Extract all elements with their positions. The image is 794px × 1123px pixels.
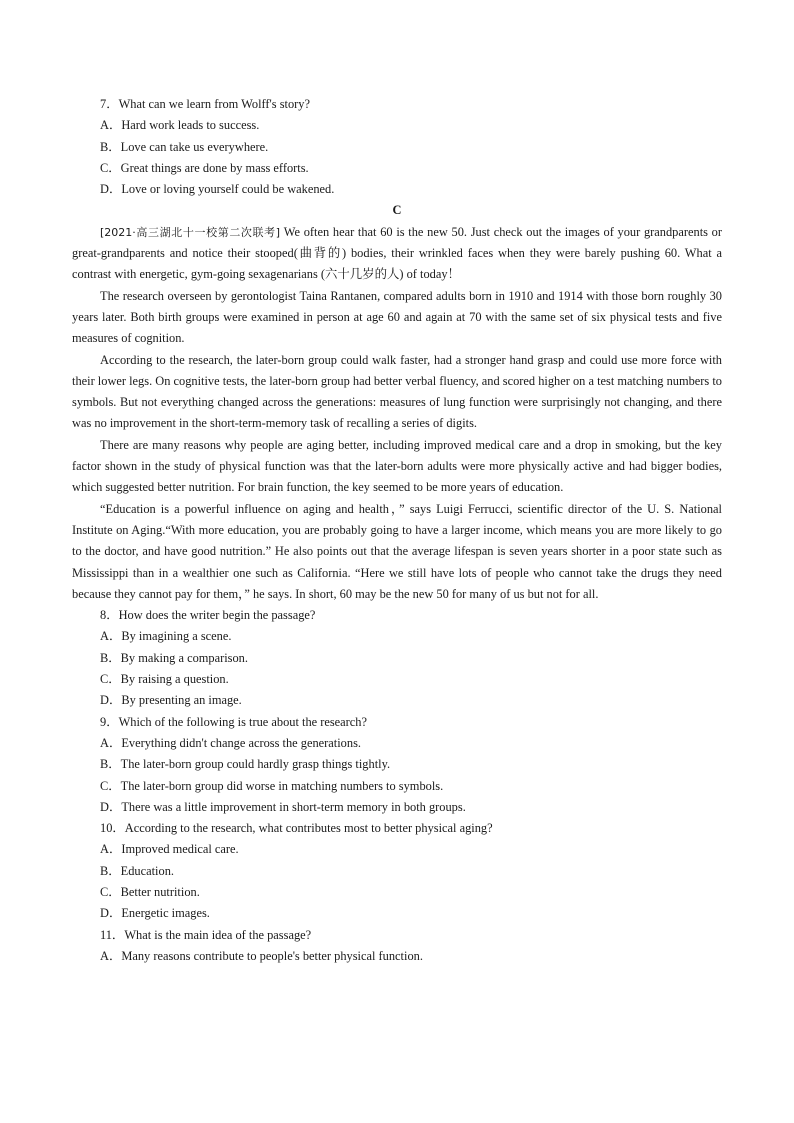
option-a: A．Many reasons contribute to people's better physical function. bbox=[100, 948, 423, 963]
option-d: D．There was a little improvement in short-term memory in both groups. bbox=[100, 799, 466, 814]
passage-paragraph-5: “Education is a powerful influence on aging and health，” says Luigi Ferrucci, scientific director of the U. S. National Institute on Aging.“With more education, you are probably going to have a larger income, which means you are more likely to go to the doctor, and have good nutrition.” He also points out that the average lifespan is seven years shorter in a poor state such as Mississippi than in a wealthier one such as California. “Here we still have lots of people who cannot take the drugs they need because they cannot pay for them，” he says. In short, 60 may be the new 50 for many of us but not for all. bbox=[72, 501, 722, 601]
option-a: A．Hard work leads to success. bbox=[100, 118, 260, 133]
option-a: A．By imagining a scene. bbox=[100, 629, 232, 644]
option-c: C．The later-born group did worse in matching numbers to symbols. bbox=[100, 778, 444, 793]
question-8 bbox=[72, 605, 722, 711]
option-b: B．Education. bbox=[100, 863, 174, 878]
question-text: 10．According to the research, what contributes most to better physical aging? bbox=[100, 821, 493, 836]
option-c: C．By raising a question. bbox=[100, 672, 229, 687]
option-d: D．By presenting an image. bbox=[100, 693, 242, 708]
option-b: B．The later-born group could hardly grasp things tightly. bbox=[100, 757, 391, 772]
question-9 bbox=[72, 712, 722, 818]
option-b: B．Love can take us everywhere. bbox=[100, 139, 269, 154]
passage-paragraph-2: The research overseen by gerontologist Taina Rantanen, compared adults born in 1910 and 1914 with those born roughly 30 years later. Both birth groups were examined in person at age 60 and again at 70 with the same set of six physical tests and five measures of cognition. bbox=[72, 288, 722, 346]
question-10 bbox=[72, 818, 722, 924]
source-tag: [2021·高三湖北十一校第二次联考] bbox=[100, 225, 281, 239]
question-text: 11．What is the main idea of the passage? bbox=[100, 927, 312, 942]
question-text: 8．How does the writer begin the passage? bbox=[100, 608, 316, 623]
option-a: A．Everything didn't change across the generations. bbox=[100, 735, 361, 750]
passage-paragraph-4: There are many reasons why people are aging better, including improved medical care and a drop in smoking, but the key factor shown in the study of physical function was that the later-born adults were more physically active and had bigger bodies, which suggested better nutrition. For brain function, the key seemed to be more years of education. bbox=[72, 437, 722, 495]
reading-passage bbox=[72, 222, 722, 605]
section-heading: C bbox=[392, 203, 402, 218]
question-7 bbox=[72, 94, 722, 200]
question-text: 7．What can we learn from Wolff's story? bbox=[100, 97, 310, 111]
paragraph-text: We often hear that 60 is the new 50. Just check out the images of your grandparents or great-grandparents and notice their stooped(曲背的) bodies, their wrinkled faces when they were barely pushing 60. What a contrast with energetic, gym-going sexagenarians (六十几岁的人) of today！ bbox=[72, 224, 722, 282]
option-a: A．Improved medical care. bbox=[100, 842, 239, 857]
option-d: D．Love or loving yourself could be wakened. bbox=[100, 182, 335, 197]
passage-paragraph-1 bbox=[72, 222, 722, 286]
question-text: 9．Which of the following is true about the research? bbox=[100, 714, 367, 729]
option-d: D．Energetic images. bbox=[100, 906, 210, 921]
question-11 bbox=[72, 925, 722, 968]
option-c: C．Great things are done by mass efforts. bbox=[100, 160, 309, 175]
passage-paragraph-3: According to the research, the later-born group could walk faster, had a stronger hand grasp and could use more force with their lower legs. On cognitive tests, the later-born group had better verbal fluency, and scored higher on a test matching numbers to symbols. But not everything changed across the generations: measures of lung function were surprisingly not changing, and there was no improvement in the short-term-memory task of recalling a series of digits. bbox=[72, 352, 722, 431]
document-page bbox=[72, 94, 722, 967]
option-c: C．Better nutrition. bbox=[100, 884, 200, 899]
option-b: B．By making a comparison. bbox=[100, 650, 248, 665]
